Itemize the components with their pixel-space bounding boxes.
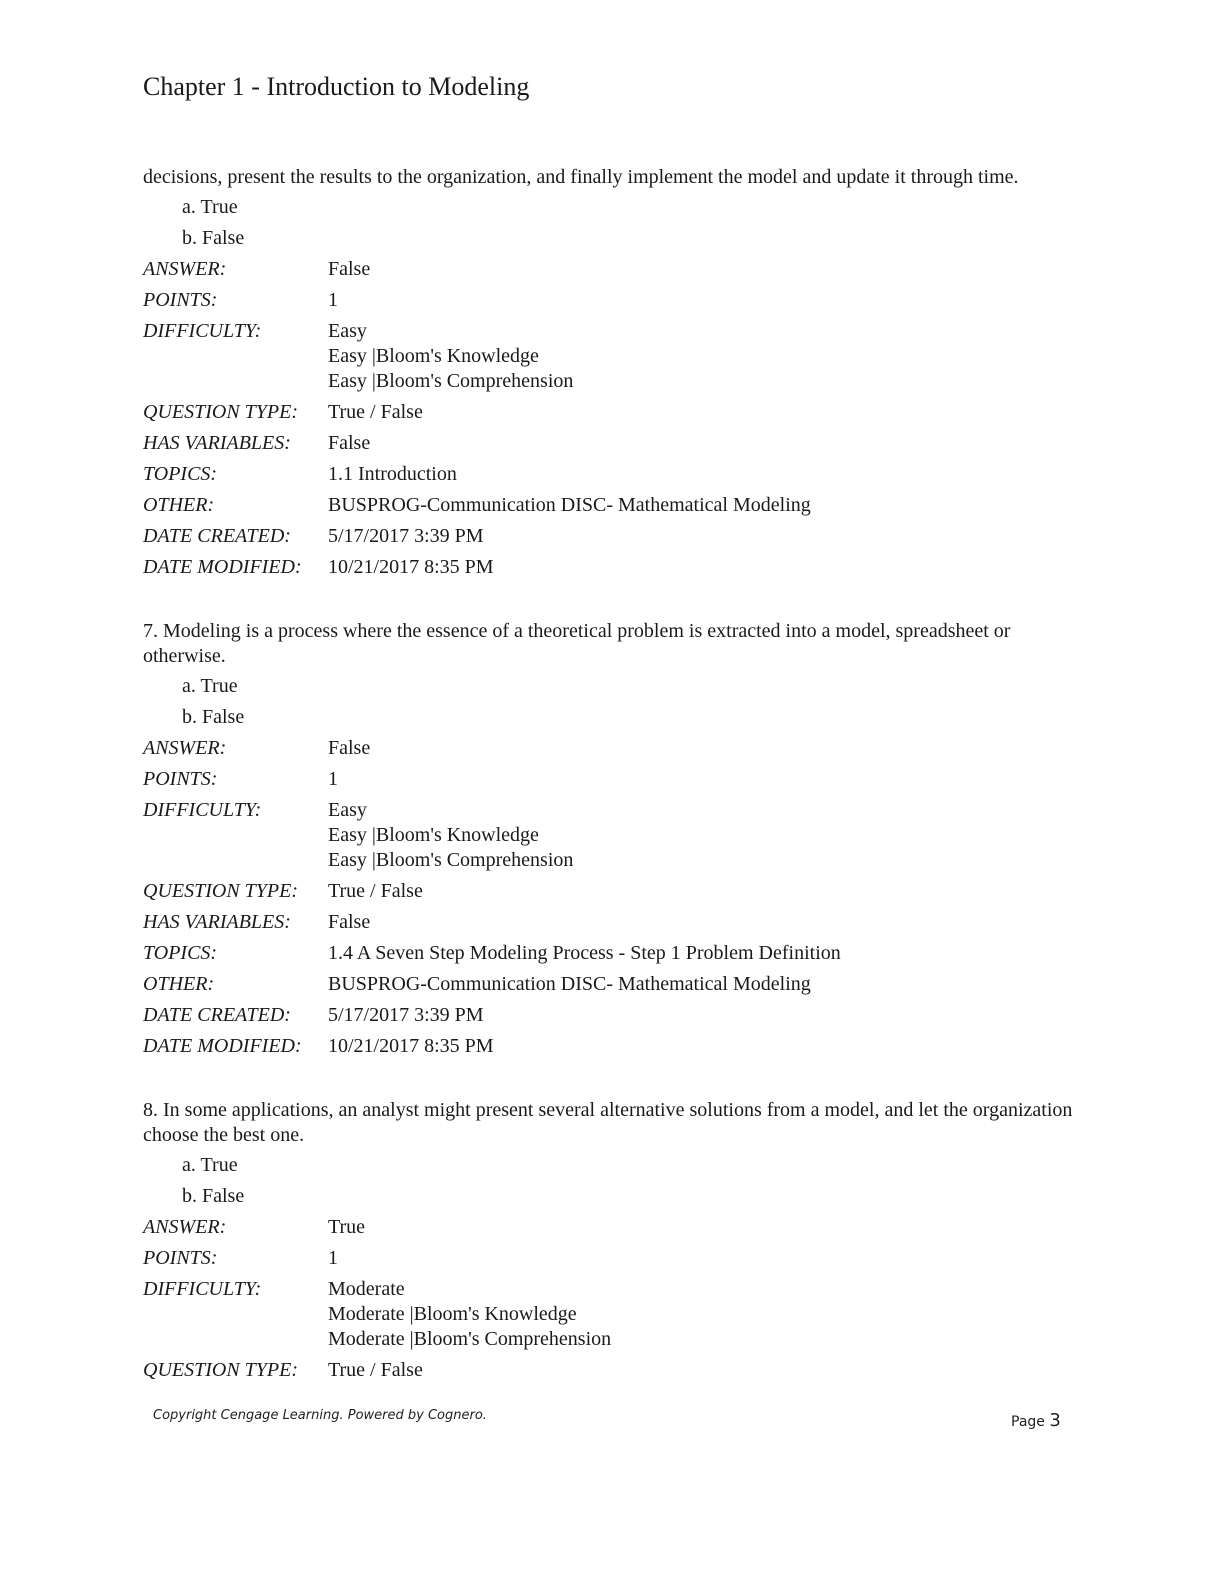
- page-label: Page: [1011, 1414, 1045, 1430]
- difficulty-line: Easy |Bloom's Comprehension: [328, 370, 574, 392]
- points-value: 1: [328, 1247, 338, 1269]
- page-title: Chapter 1 - Introduction to Modeling: [143, 72, 530, 101]
- date-created-value: 5/17/2017 3:39 PM: [328, 1004, 484, 1026]
- question-type-value: True / False: [328, 1359, 423, 1381]
- other-value: BUSPROG-Communication DISC- Mathematical Modeling: [328, 494, 811, 516]
- topics-value: 1.1 Introduction: [328, 463, 457, 485]
- answer-label: ANSWER:: [143, 737, 227, 759]
- topics-label: TOPICS:: [143, 463, 218, 485]
- question-metadata: [143, 1212, 1073, 1386]
- footer-copyright: Copyright Cengage Learning. Powered by Cognero.: [153, 1408, 487, 1423]
- difficulty-value: [328, 1274, 1073, 1355]
- difficulty-line: Moderate: [328, 1278, 405, 1300]
- page-number-value: 3: [1049, 1410, 1061, 1431]
- has-variables-value: False: [328, 432, 371, 454]
- question-stem: 8. In some applications, an analyst might present several alternative solutions from a model, and let the organization choose the best one.: [143, 1099, 1073, 1146]
- answer-value: True: [328, 1216, 366, 1238]
- points-value: 1: [328, 289, 338, 311]
- difficulty-value: [328, 795, 1073, 876]
- question-type-label: QUESTION TYPE:: [143, 1359, 299, 1381]
- difficulty-line: Easy: [328, 320, 367, 342]
- answer-choices: [143, 1150, 1073, 1212]
- question-stem: 7. Modeling is a process where the essence of a theoretical problem is extracted into a model, spreadsheet or otherwise.: [143, 620, 1011, 667]
- choice-a: a. True: [182, 1154, 238, 1176]
- choice-a: a. True: [182, 675, 238, 697]
- other-label: OTHER:: [143, 494, 215, 516]
- page-number: [1011, 1410, 1061, 1431]
- question-type-value: True / False: [328, 880, 423, 902]
- question-type-value: True / False: [328, 401, 423, 423]
- answer-choices: [143, 671, 1073, 733]
- question-metadata: [143, 733, 1073, 1062]
- difficulty-label: DIFFICULTY:: [143, 799, 262, 821]
- question-type-label: QUESTION TYPE:: [143, 401, 299, 423]
- points-label: POINTS:: [143, 289, 218, 311]
- difficulty-line: Easy |Bloom's Knowledge: [328, 345, 539, 367]
- difficulty-line: Moderate |Bloom's Comprehension: [328, 1328, 612, 1350]
- choice-b: b. False: [182, 227, 245, 249]
- difficulty-line: Easy |Bloom's Comprehension: [328, 849, 574, 871]
- points-label: POINTS:: [143, 768, 218, 790]
- date-modified-label: DATE MODIFIED:: [143, 1035, 302, 1057]
- question-type-label: QUESTION TYPE:: [143, 880, 299, 902]
- difficulty-line: Moderate |Bloom's Knowledge: [328, 1303, 577, 1325]
- difficulty-label: DIFFICULTY:: [143, 320, 262, 342]
- difficulty-line: Easy: [328, 799, 367, 821]
- date-modified-label: DATE MODIFIED:: [143, 556, 302, 578]
- answer-value: False: [328, 258, 371, 280]
- date-created-label: DATE CREATED:: [143, 1004, 291, 1026]
- date-modified-value: 10/21/2017 8:35 PM: [328, 1035, 494, 1057]
- points-value: 1: [328, 768, 338, 790]
- question-item: [143, 619, 1073, 1062]
- difficulty-line: Easy |Bloom's Knowledge: [328, 824, 539, 846]
- has-variables-label: HAS VARIABLES:: [143, 911, 291, 933]
- points-label: POINTS:: [143, 1247, 218, 1269]
- other-label: OTHER:: [143, 973, 215, 995]
- answer-label: ANSWER:: [143, 1216, 227, 1238]
- question-metadata: [143, 254, 1073, 583]
- date-created-label: DATE CREATED:: [143, 525, 291, 547]
- question-item: [143, 1098, 1073, 1386]
- date-modified-value: 10/21/2017 8:35 PM: [328, 556, 494, 578]
- answer-choices: [143, 192, 1073, 254]
- topics-label: TOPICS:: [143, 942, 218, 964]
- choice-b: b. False: [182, 706, 245, 728]
- date-created-value: 5/17/2017 3:39 PM: [328, 525, 484, 547]
- difficulty-value: [328, 316, 1073, 397]
- answer-value: False: [328, 737, 371, 759]
- question-stem: decisions, present the results to the organization, and finally implement the model and update it through time.: [143, 166, 1019, 188]
- answer-label: ANSWER:: [143, 258, 227, 280]
- other-value: BUSPROG-Communication DISC- Mathematical Modeling: [328, 973, 811, 995]
- has-variables-label: HAS VARIABLES:: [143, 432, 291, 454]
- choice-b: b. False: [182, 1185, 245, 1207]
- question-list: [143, 165, 1073, 1422]
- question-item: [143, 165, 1073, 583]
- choice-a: a. True: [182, 196, 238, 218]
- has-variables-value: False: [328, 911, 371, 933]
- difficulty-label: DIFFICULTY:: [143, 1278, 262, 1300]
- topics-value: 1.4 A Seven Step Modeling Process - Step 1 Problem Definition: [328, 942, 841, 964]
